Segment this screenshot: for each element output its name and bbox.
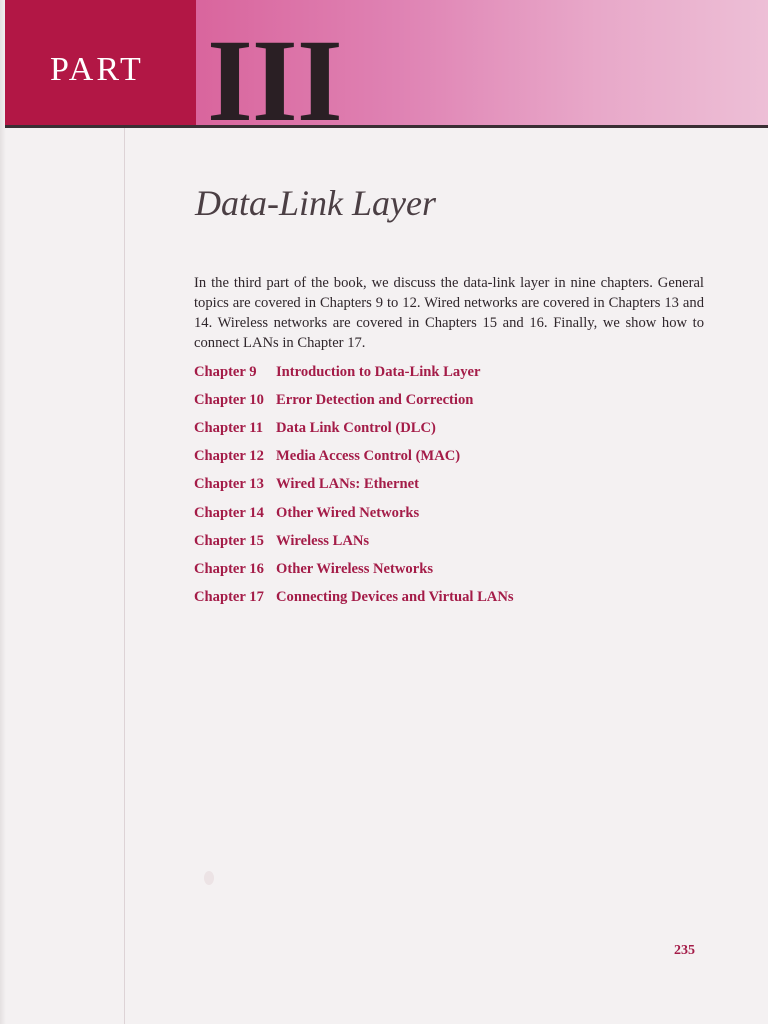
chapter-number: Chapter 13 (194, 476, 264, 493)
chapter-number: Chapter 10 (194, 391, 264, 408)
chapter-title: Connecting Devices and Virtual LANs (276, 589, 514, 606)
chapter-item (194, 358, 514, 386)
part-label: PART (50, 51, 144, 88)
chapter-title: Other Wired Networks (276, 504, 420, 521)
chapter-title: Error Detection and Correction (276, 391, 474, 408)
chapter-title: Wired LANs: Ethernet (276, 476, 419, 493)
chapter-number: Chapter 15 (194, 532, 264, 549)
chapter-number: Chapter 12 (194, 448, 264, 465)
chapter-item (194, 471, 514, 499)
chapter-title: Wireless LANs (276, 532, 370, 549)
chapter-number: Chapter 11 (194, 419, 264, 436)
chapter-item (194, 584, 514, 612)
chapter-number: Chapter 16 (194, 560, 264, 577)
part-number: III (207, 15, 342, 146)
banner-rule (5, 125, 768, 128)
page-edge (0, 0, 6, 1024)
paper-spot (204, 871, 214, 885)
chapter-number: Chapter 9 (194, 363, 257, 380)
chapter-item (194, 527, 514, 555)
page-number: 235 (674, 943, 695, 958)
chapter-item (194, 386, 514, 414)
chapter-number: Chapter 17 (194, 589, 264, 606)
margin-line (124, 128, 125, 1024)
chapter-title: Media Access Control (MAC) (276, 448, 461, 465)
chapter-title: Data Link Control (DLC) (276, 419, 436, 436)
chapter-item (194, 499, 514, 527)
chapter-item (194, 414, 514, 442)
chapter-item (194, 443, 514, 471)
chapter-title: Other Wireless Networks (276, 560, 434, 577)
chapter-number: Chapter 14 (194, 504, 264, 521)
intro-paragraph: In the third part of the book, we discuss the data-link layer in nine chapters. General topics are covered in Chapters 9 to 12. Wired networks are covered in Chapters 13 and 14. Wireless networks are covered in Chapters 15 and 16. Finally, we show how to connect LANs in Chapter 17. (194, 275, 704, 351)
chapter-list (194, 358, 514, 612)
chapter-item (194, 555, 514, 583)
part-title: Data-Link Layer (195, 183, 436, 223)
chapter-title: Introduction to Data-Link Layer (276, 363, 481, 380)
